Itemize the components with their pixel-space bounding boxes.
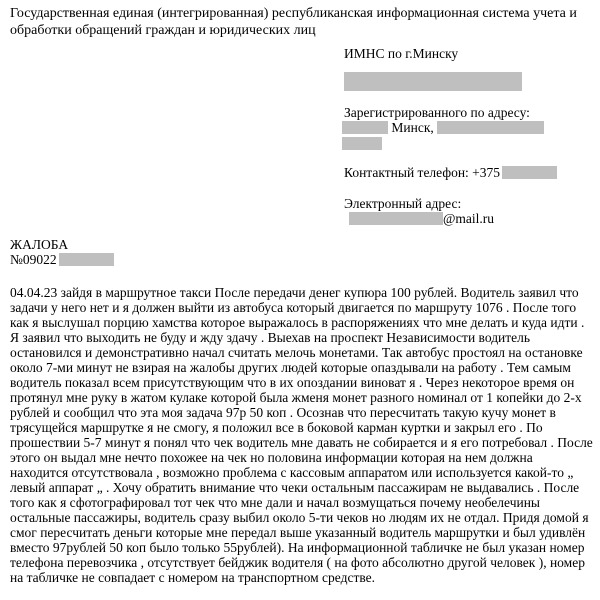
redacted-phone-bar: [502, 166, 557, 179]
complaint-number: №09022: [10, 252, 57, 267]
complaint-number-line: [10, 252, 114, 267]
redacted-street-bar: [437, 121, 544, 134]
redacted-number-bar: [59, 253, 114, 266]
address-line: [342, 120, 594, 135]
phone-label: Контактный телефон: +375: [344, 165, 501, 180]
complaint-body: 04.04.23 зайдя в маршрутное такси После передачи денег купюра 100 рублей. Водитель заявил что задачи у него нет и я должен выйти из автобуса который двигается по маршруту 1076 . После того как я выслушал порцию хамства которое выражалось в распоряжениях что мне делать и куда идти . Я заявил что выходить не буду и жду здачу . Выехав на проспект Независимости водитель остановился и демонстративно начал считать мелочь монетами. Так автобус простоял на остановке около 7-ми минут не взирая на жалобы других людей которые опаздывали на работу . Тем самым водитель показал всем присутствующим что в их опоздании виноват я . Через некоторое время он протянул мне руку в жатом кулаке которой была жменя монет разного номинал от 1 копейки до 2-х рублей и сообщил что эта моя задача 97р 50 коп . Осознав что пересчитать такую кучу монет в трясущейся маршрутке я не смогу, я положил все в боковой карман куртки и закрыл его . По прошествии 5-7 минут я понял что чек водитель мне давать не собирается и я его потребовал . После этого он выдал мне нечто похожее на чек но половина информации которая на нем должна находится отсутствовала , возможно проблема с кассовым аппаратом или используется какой-то „ левый аппарат „ . Хочу обратить внимание что чеки остальным пассажирам не выдавались . После того как я сфотографировал тот чек что мне дали и начал возмущаться почему необелечины остальные пассажиры, водитель сразу выбил около 5-ти чеков но людям их не отдал. Придя домой я смог пересчитать деньги которые мне передал выше указанный водитель маршрутки и был удивлён вместо 97рублей 50 коп было только 55рублей). На информационной табличке не был указан номер телефона перевозчика , отсутствует бейджик водителя ( на фото абсолютно другой человек ), номер на табличке не совпадает с номером на транспортном средстве.: [10, 285, 593, 585]
redacted-email-bar: [349, 212, 443, 225]
complaint-heading: [10, 237, 114, 267]
email-line: [349, 211, 594, 226]
recipient-name: ИМНС по г.Минску: [344, 46, 459, 61]
recipient-block: [344, 46, 594, 226]
email-label: Электронный адрес:: [344, 196, 462, 211]
system-header: Государственная единая (интегрированная) республиканская информационная система учета и обработки обращений граждан и юридических лиц: [10, 6, 577, 38]
complaint-title: ЖАЛОБА: [10, 237, 69, 252]
redacted-address-bar: [342, 137, 382, 150]
city-text: Минск,: [391, 120, 434, 135]
email-domain: @mail.ru: [443, 211, 495, 226]
redacted-postal-code-bar: [342, 121, 388, 134]
address-label: Зарегистрированного по адресу:: [344, 105, 530, 120]
phone-line: [344, 165, 594, 180]
redacted-recipient-detail-bar: [344, 72, 522, 91]
address-line-2: [342, 136, 594, 151]
